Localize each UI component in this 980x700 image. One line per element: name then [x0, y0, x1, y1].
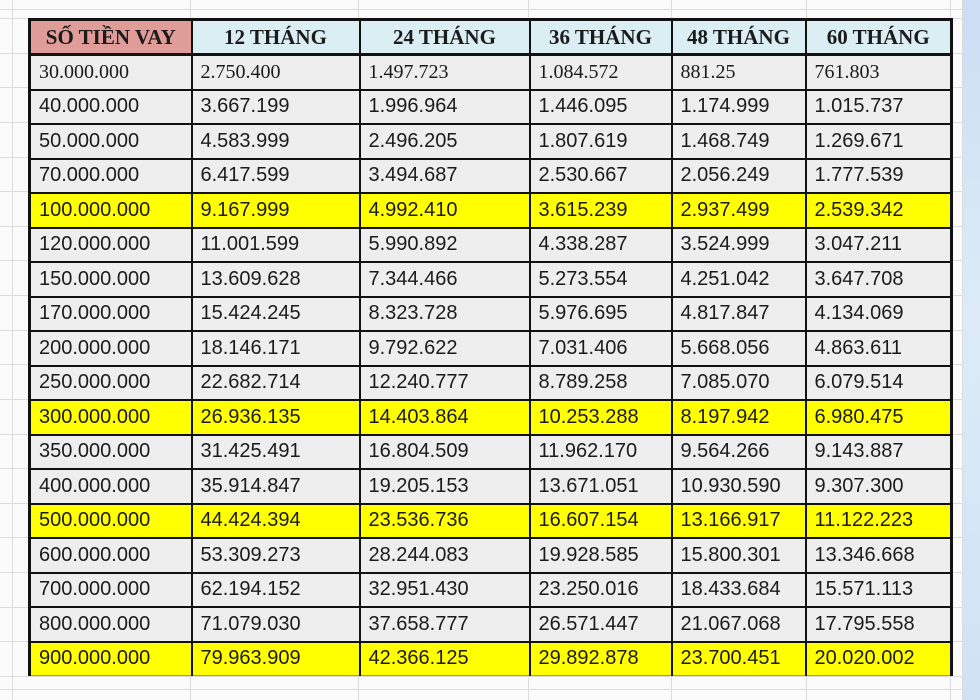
payment-cell: 53.309.273 [192, 538, 360, 573]
payment-cell: 5.273.554 [530, 262, 672, 297]
table-row [30, 90, 952, 125]
loan-amount-cell: 70.000.000 [30, 159, 192, 194]
loan-amount-cell: 900.000.000 [30, 642, 192, 676]
loan-payment-table [28, 18, 953, 676]
payment-cell: 4.134.069 [806, 297, 952, 332]
loan-amount-cell: 50.000.000 [30, 124, 192, 159]
payment-cell: 15.800.301 [672, 538, 806, 573]
payment-cell: 29.892.878 [530, 642, 672, 676]
loan-amount-cell: 500.000.000 [30, 504, 192, 539]
payment-cell: 22.682.714 [192, 366, 360, 401]
payment-cell: 5.990.892 [360, 228, 530, 263]
payment-cell: 26.571.447 [530, 607, 672, 642]
payment-cell: 3.047.211 [806, 228, 952, 263]
table-row [30, 469, 952, 504]
payment-cell: 3.524.999 [672, 228, 806, 263]
loan-amount-cell: 350.000.000 [30, 435, 192, 470]
loan-amount-cell: 120.000.000 [30, 228, 192, 263]
loan-amount-cell: 30.000.000 [30, 55, 192, 90]
payment-cell: 1.015.737 [806, 90, 952, 125]
gridline [0, 9, 980, 10]
table-row [30, 55, 952, 90]
payment-cell: 3.615.239 [530, 193, 672, 228]
payment-cell: 71.079.030 [192, 607, 360, 642]
payment-cell: 23.250.016 [530, 573, 672, 608]
payment-cell: 2.937.499 [672, 193, 806, 228]
payment-cell: 32.951.430 [360, 573, 530, 608]
payment-cell: 17.795.558 [806, 607, 952, 642]
gridline [12, 0, 13, 700]
payment-cell: 44.424.394 [192, 504, 360, 539]
payment-cell: 2.530.667 [530, 159, 672, 194]
payment-cell: 2.056.249 [672, 159, 806, 194]
table-row [30, 607, 952, 642]
table-row [30, 262, 952, 297]
payment-cell: 15.424.245 [192, 297, 360, 332]
payment-cell: 18.146.171 [192, 331, 360, 366]
payment-cell: 9.167.999 [192, 193, 360, 228]
payment-cell: 9.307.300 [806, 469, 952, 504]
payment-cell: 31.425.491 [192, 435, 360, 470]
payment-cell: 9.792.622 [360, 331, 530, 366]
table-row [30, 366, 952, 401]
loan-amount-cell: 170.000.000 [30, 297, 192, 332]
payment-cell: 37.658.777 [360, 607, 530, 642]
column-header-60-months: 60 THÁNG [806, 20, 952, 55]
payment-cell: 10.253.288 [530, 400, 672, 435]
payment-cell: 7.031.406 [530, 331, 672, 366]
loan-amount-cell: 40.000.000 [30, 90, 192, 125]
payment-cell: 1.446.095 [530, 90, 672, 125]
payment-cell: 42.366.125 [360, 642, 530, 676]
column-header-24-months: 24 THÁNG [360, 20, 530, 55]
payment-cell: 23.536.736 [360, 504, 530, 539]
header-row [30, 20, 952, 55]
payment-cell: 13.671.051 [530, 469, 672, 504]
payment-cell: 6.079.514 [806, 366, 952, 401]
payment-cell: 2.750.400 [192, 55, 360, 90]
payment-cell: 2.496.205 [360, 124, 530, 159]
table-row [30, 538, 952, 573]
payment-cell: 1.777.539 [806, 159, 952, 194]
payment-cell: 10.930.590 [672, 469, 806, 504]
table-row [30, 435, 952, 470]
payment-cell: 16.607.154 [530, 504, 672, 539]
payment-cell: 8.323.728 [360, 297, 530, 332]
payment-cell: 13.609.628 [192, 262, 360, 297]
payment-cell: 13.166.917 [672, 504, 806, 539]
payment-cell: 3.647.708 [806, 262, 952, 297]
table-row [30, 159, 952, 194]
payment-cell: 18.433.684 [672, 573, 806, 608]
payment-cell: 21.067.068 [672, 607, 806, 642]
payment-cell: 28.244.083 [360, 538, 530, 573]
payment-cell: 62.194.152 [192, 573, 360, 608]
payment-cell: 761.803 [806, 55, 952, 90]
loan-amount-cell: 400.000.000 [30, 469, 192, 504]
table-row [30, 331, 952, 366]
payment-cell: 5.976.695 [530, 297, 672, 332]
table-row [30, 573, 952, 608]
table-row [30, 642, 952, 676]
payment-cell: 6.980.475 [806, 400, 952, 435]
payment-cell: 881.25 [672, 55, 806, 90]
payment-cell: 1.497.723 [360, 55, 530, 90]
payment-cell: 11.962.170 [530, 435, 672, 470]
payment-cell: 19.928.585 [530, 538, 672, 573]
loan-amount-cell: 800.000.000 [30, 607, 192, 642]
payment-cell: 11.122.223 [806, 504, 952, 539]
payment-cell: 8.789.258 [530, 366, 672, 401]
payment-cell: 1.807.619 [530, 124, 672, 159]
column-header-48-months: 48 THÁNG [672, 20, 806, 55]
payment-cell: 26.936.135 [192, 400, 360, 435]
payment-cell: 4.338.287 [530, 228, 672, 263]
column-header-12-months: 12 THÁNG [192, 20, 360, 55]
table-row [30, 400, 952, 435]
right-edge-strip [963, 0, 980, 700]
payment-cell: 1.174.999 [672, 90, 806, 125]
column-header-36-months: 36 THÁNG [530, 20, 672, 55]
loan-amount-cell: 700.000.000 [30, 573, 192, 608]
table-row [30, 297, 952, 332]
loan-amount-cell: 600.000.000 [30, 538, 192, 573]
payment-cell: 35.914.847 [192, 469, 360, 504]
payment-cell: 4.863.611 [806, 331, 952, 366]
payment-cell: 3.494.687 [360, 159, 530, 194]
payment-cell: 15.571.113 [806, 573, 952, 608]
payment-cell: 1.269.671 [806, 124, 952, 159]
payment-cell: 3.667.199 [192, 90, 360, 125]
payment-cell: 7.344.466 [360, 262, 530, 297]
loan-amount-cell: 250.000.000 [30, 366, 192, 401]
payment-cell: 79.963.909 [192, 642, 360, 676]
payment-cell: 9.564.266 [672, 435, 806, 470]
gridline [0, 689, 980, 690]
payment-cell: 13.346.668 [806, 538, 952, 573]
payment-cell: 1.468.749 [672, 124, 806, 159]
payment-cell: 14.403.864 [360, 400, 530, 435]
payment-cell: 11.001.599 [192, 228, 360, 263]
table-row [30, 124, 952, 159]
payment-cell: 7.085.070 [672, 366, 806, 401]
payment-cell: 6.417.599 [192, 159, 360, 194]
loan-amount-cell: 150.000.000 [30, 262, 192, 297]
loan-amount-cell: 300.000.000 [30, 400, 192, 435]
payment-cell: 4.817.847 [672, 297, 806, 332]
column-header-loan-amount: SỐ TIỀN VAY [30, 20, 192, 55]
payment-cell: 2.539.342 [806, 193, 952, 228]
table-row [30, 193, 952, 228]
payment-cell: 9.143.887 [806, 435, 952, 470]
payment-cell: 12.240.777 [360, 366, 530, 401]
payment-cell: 16.804.509 [360, 435, 530, 470]
payment-cell: 4.992.410 [360, 193, 530, 228]
loan-amount-cell: 100.000.000 [30, 193, 192, 228]
table-row [30, 504, 952, 539]
payment-cell: 1.996.964 [360, 90, 530, 125]
payment-cell: 4.583.999 [192, 124, 360, 159]
loan-amount-cell: 200.000.000 [30, 331, 192, 366]
payment-cell: 8.197.942 [672, 400, 806, 435]
payment-cell: 1.084.572 [530, 55, 672, 90]
payment-cell: 4.251.042 [672, 262, 806, 297]
table-row [30, 228, 952, 263]
gridline [0, 676, 980, 677]
payment-cell: 19.205.153 [360, 469, 530, 504]
payment-cell: 23.700.451 [672, 642, 806, 676]
payment-cell: 20.020.002 [806, 642, 952, 676]
payment-cell: 5.668.056 [672, 331, 806, 366]
